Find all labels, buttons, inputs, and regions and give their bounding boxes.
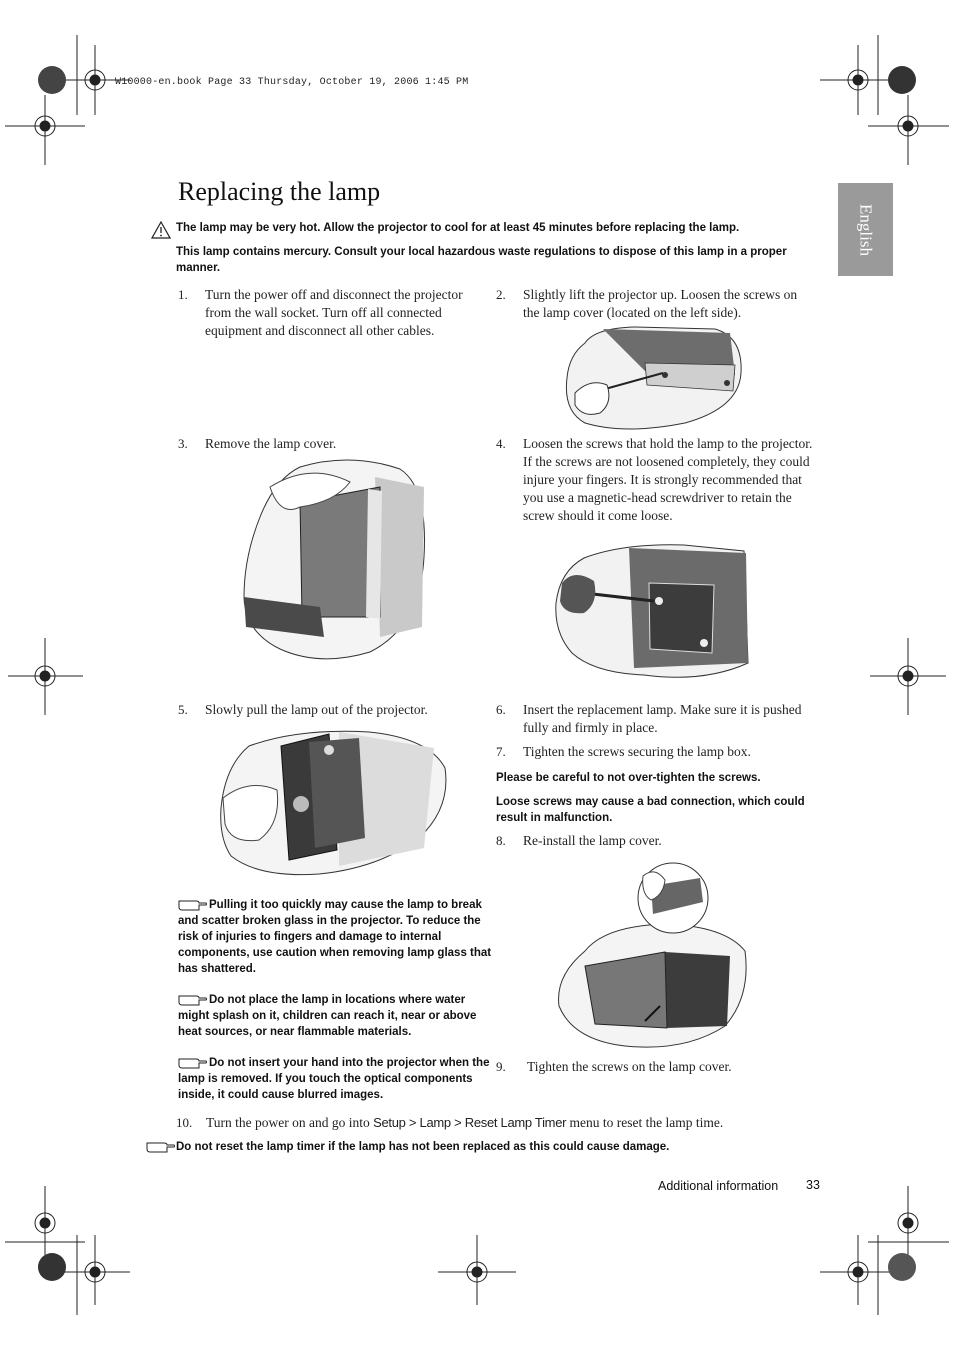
side-tab (838, 183, 893, 276)
step-10-menu-path: Setup > Lamp > Reset Lamp Timer (373, 1115, 567, 1130)
note-hand-text: Do not insert your hand into the projector when the lamp is removed. If you touch the optical components inside, it could cause blurred images. (178, 1057, 490, 1101)
note-pulling-text: Pulling it too quickly may cause the lamp to break and scatter broken glass in the projector. To reduce the risk of injuries to fingers and damage to internal components, use caution when removing lamp glass that has shattered. (178, 899, 492, 975)
step-10-text (206, 1114, 846, 1132)
note-pulling (178, 897, 493, 977)
step-8-text: Re-install the lamp cover. (523, 833, 662, 848)
warning-hot: The lamp may be very hot. Allow the projector to cool for at least 45 minutes before replacing the lamp. (176, 222, 740, 234)
illustration-remove-cover (240, 457, 426, 662)
note-hand (178, 1055, 493, 1103)
step-6-number: 6. (496, 702, 506, 717)
step-9-text: Tighten the screws on the lamp cover. (527, 1059, 732, 1074)
note-reset: Do not reset the lamp timer if the lamp has not been replaced as this could cause damage. (176, 1141, 670, 1153)
illustration-lift-projector (565, 323, 745, 435)
illustration-loosen-screws (554, 543, 751, 685)
step-10-number: 10. (176, 1115, 193, 1130)
footer-page-number: 33 (806, 1178, 820, 1192)
caution-loose: Loose screws may cause a bad connection, which could result in malfunction. (496, 796, 805, 824)
caution-overtighten: Please be careful to not over-tighten the screws. (496, 772, 761, 784)
step-4-number: 4. (496, 436, 506, 451)
illustration-reinstall-cover (555, 856, 750, 1051)
step-4-text: Loosen the screws that hold the lamp to the projector. If the screws are not loosened completely, they could injure your fingers. It is strongly recommended that you use a magnetic-head screwdriver to retain the screw should it come loose. (523, 436, 813, 523)
step-7-text: Tighten the screws securing the lamp box. (523, 744, 751, 759)
print-header: W10000-en.book Page 33 Thursday, October 19, 2006 1:45 PM (115, 77, 469, 88)
step-7-number: 7. (496, 744, 506, 759)
step-1-text: Turn the power off and disconnect the projector from the wall socket. Turn off all connected equipment and disconnect all other cables. (205, 287, 463, 338)
step-5-number: 5. (178, 702, 188, 717)
page-title: Replacing the lamp (178, 177, 381, 206)
step-10-text-before: Turn the power on and go into (206, 1115, 370, 1130)
footer-section: Additional information (658, 1179, 779, 1193)
step-9-number: 9. (496, 1059, 506, 1074)
illustration-pull-lamp (219, 728, 449, 878)
step-1-number: 1. (178, 287, 188, 302)
note-water (178, 992, 493, 1040)
note-hand-icon-4 (146, 1140, 176, 1154)
side-tab-label: English (856, 203, 876, 256)
step-5-text: Slowly pull the lamp out of the projector. (205, 702, 428, 717)
step-10-text-after: menu to reset the lamp time. (569, 1115, 724, 1130)
step-3-text: Remove the lamp cover. (205, 436, 337, 451)
step-6-text: Insert the replacement lamp. Make sure it is pushed fully and firmly in place. (523, 702, 802, 735)
warning-mercury: This lamp contains mercury. Consult your local hazardous waste regulations to dispose of this lamp in a proper manner. (176, 246, 787, 274)
step-3-number: 3. (178, 436, 188, 451)
note-water-text: Do not place the lamp in locations where water might splash on it, children can reach it, near or above heat sources, or near flammable materials. (178, 994, 477, 1038)
step-2-number: 2. (496, 287, 506, 302)
step-8-number: 8. (496, 833, 506, 848)
warning-icon (151, 221, 171, 239)
step-2-text: Slightly lift the projector up. Loosen the screws on the lamp cover (located on the left side). (523, 287, 798, 320)
